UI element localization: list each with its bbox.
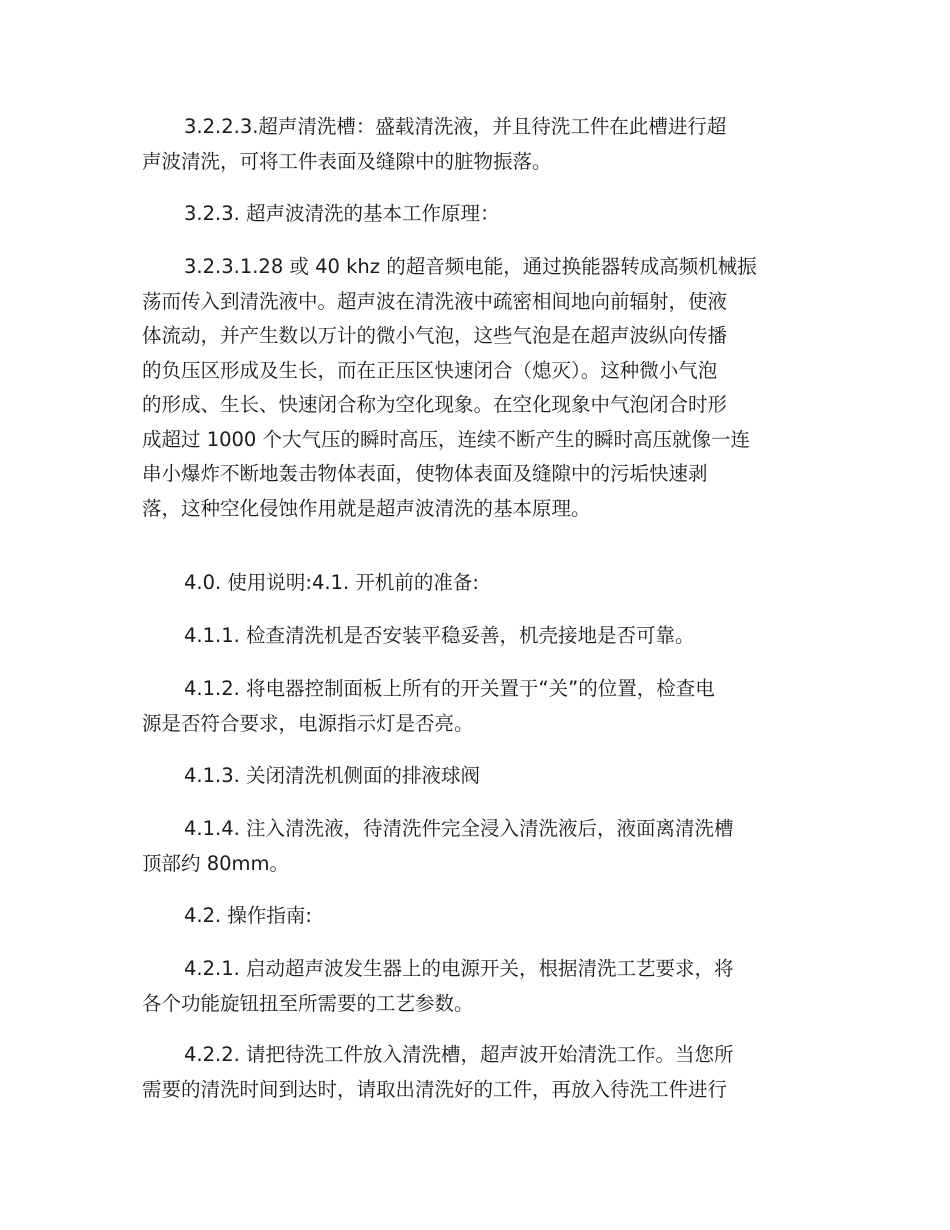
text-line: 4.1.4. 注入清洗液，待清洗件完全浸入清洗液后，液面离清洗槽 (184, 817, 734, 840)
paragraph-3-2-2-3 (142, 110, 810, 179)
text-line: 4.1.1. 检查清洗机是否安装平稳妥善，机壳接地是否可靠。 (184, 624, 695, 647)
text-line: 4.2.2. 请把待洗工件放入清洗槽，超声波开始清洗工作。当您所 (184, 1043, 734, 1066)
paragraph-4-2-1 (142, 952, 810, 1021)
text-line: 各个功能旋钮扭至所需要的工艺参数。 (142, 991, 474, 1015)
paragraph-3-2-3 (142, 197, 810, 232)
text-line: 荡而传入到清洗液中。超声波在清洗液中疏密相间地向前辐射，使液 (142, 289, 728, 313)
text-line: 的形成、生长、快速闭合称为空化现象。在空化现象中气泡闭合时形 (142, 393, 728, 416)
text-line: 3.2.3.1.28 或 40 khz 的超音频电能，通过换能器转成高频机械振 (184, 255, 757, 278)
paragraph-4-1-3 (142, 759, 810, 794)
text-line: 的负压区形成及生长，而在正压区快速闭合（熄灭）。这种微小气泡 (142, 358, 718, 382)
text-line: 顶部约 80mm。 (142, 851, 290, 875)
text-line: 落，这种空化侵蚀作用就是超声波清洗的基本原理。 (142, 496, 591, 520)
text-line: 成超过 1000 个大气压的瞬时高压，连续不断产生的瞬时高压就像一连 (142, 427, 751, 451)
paragraph-4-1-2 (142, 672, 810, 741)
text-line: 4.1.2. 将电器控制面板上所有的开关置于“关”的位置，检查电 (184, 677, 715, 700)
text-line: 需要的清洗时间到达时，请取出清洗好的工件，再放入待洗工件进行 (142, 1077, 728, 1101)
text-line: 3.2.2.3.超声清洗槽：盛载清洗液，并且待洗工件在此槽进行超 (184, 115, 727, 138)
text-line: 4.1.3. 关闭清洗机侧面的排液球阀 (184, 764, 481, 787)
paragraph-3-2-3-1 (142, 250, 810, 526)
paragraph-4-1-1 (142, 619, 810, 654)
paragraph-4-1-4 (142, 812, 810, 881)
text-line: 4.0. 使用说明:4.1. 开机前的准备: (184, 571, 479, 594)
text-line: 串小爆炸不断地轰击物体表面，使物体表面及缝隙中的污垢快速剥 (142, 462, 708, 485)
text-line: 4.2. 操作指南: (184, 904, 312, 927)
text-line: 4.2.1. 启动超声波发生器上的电源开关，根据清洗工艺要求，将 (184, 957, 734, 980)
paragraph-4-0 (142, 566, 810, 601)
text-line: 3.2.3. 超声波清洗的基本工作原理： (184, 202, 500, 225)
text-line: 体流动，并产生数以万计的微小气泡，这些气泡是在超声波纵向传播 (142, 324, 728, 347)
paragraph-4-2-2 (142, 1038, 810, 1107)
text-line: 源是否符合要求，电源指示灯是否亮。 (142, 711, 474, 735)
text-line: 声波清洗，可将工件表面及缝隙中的脏物振落。 (142, 149, 552, 173)
paragraph-4-2 (142, 899, 810, 934)
